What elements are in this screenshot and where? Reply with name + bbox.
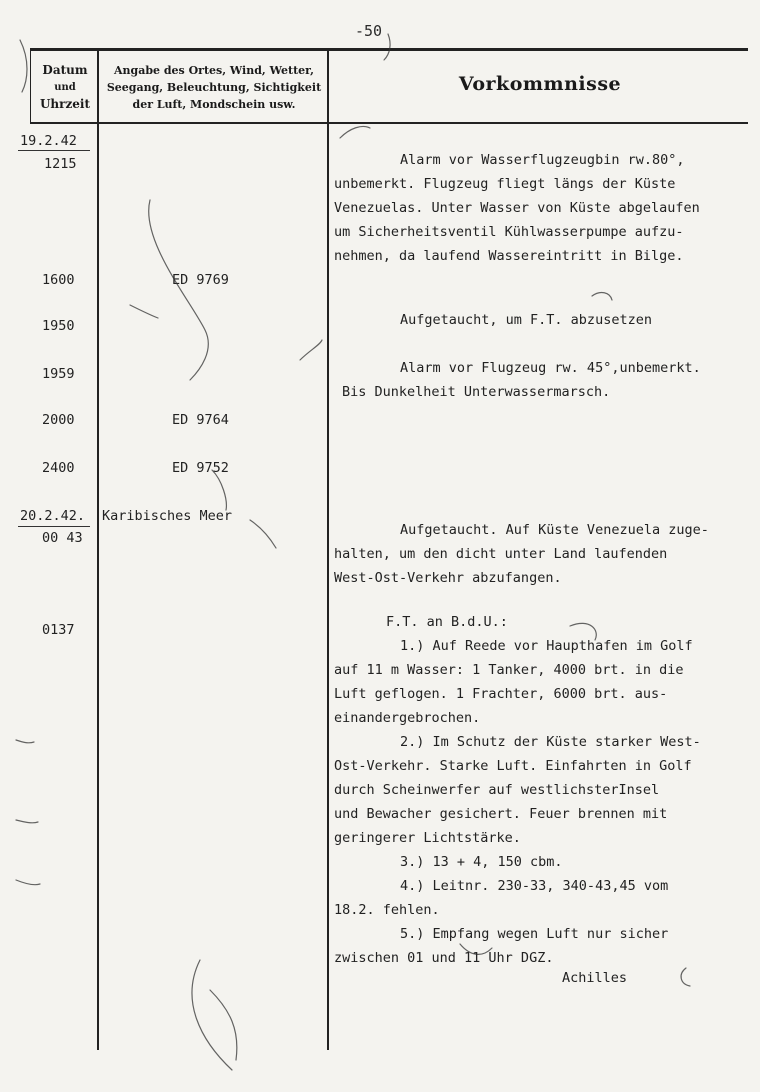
header-datum-line: Uhrzeit [39,97,91,111]
header-angabe-line: Seegang, Beleuchtung, Sichtigkeit [106,81,322,94]
time-entry: 20.2.42. [20,508,86,524]
location-entry: ED 9764 [172,412,229,428]
entry-line: Aufgetaucht, um F.T. abzusetzen [400,312,652,328]
location-entry: ED 9769 [172,272,229,288]
entry-line: um Sicherheitsventil Kühlwasserpumpe aufzu- [334,224,684,240]
location-entry: Karibisches Meer [102,508,233,524]
time-entry: 2000 [42,412,75,428]
time-entry: 00 43 [42,530,83,546]
entry-line: Bis Dunkelheit Unterwassermarsch. [342,384,611,400]
entry-line: geringerer Lichtstärke. [334,830,521,846]
entry-line: 5.) Empfang wegen Luft nur sicher [400,926,669,942]
time-entry: 0137 [42,622,75,638]
entry-line: Alarm vor Wasserflugzeugbin rw.80°, [400,152,685,168]
time-entry: 1959 [42,366,75,382]
entry-line: nehmen, da laufend Wassereintritt in Bilge. [334,248,684,264]
time-entry: 2400 [42,460,75,476]
time-entry: 1950 [42,318,75,334]
entry-line: halten, um den dicht unter Land laufenden [334,546,668,562]
entry-line: Ost-Verkehr. Starke Luft. Einfahrten in Golf [334,758,692,774]
location-entry: ED 9752 [172,460,229,476]
entry-line: Luft geflogen. 1 Frachter, 6000 brt. aus- [334,686,668,702]
entry-line: auf 11 m Wasser: 1 Tanker, 4000 brt. in die [334,662,684,678]
header-angabe-line: Angabe des Ortes, Wind, Wetter, [113,64,315,77]
header-datum-line: Datum [42,63,88,77]
entry-line: Aufgetaucht. Auf Küste Venezuela zuge- [400,522,709,538]
entry-line: und Bewacher gesichert. Feuer brennen mit [334,806,668,822]
entry-line: durch Scheinwerfer auf westlichsterInsel [334,782,660,798]
entry-line: einandergebrochen. [334,710,481,726]
header-datum-line: und [54,82,76,93]
header-angabe-line: der Luft, Mondschein usw. [132,98,296,111]
entry-line: 2.) Im Schutz der Küste starker West- [400,734,701,750]
entry-line: 4.) Leitnr. 230-33, 340-43,45 vom [400,878,669,894]
entry-line: West-Ost-Verkehr abzufangen. [334,570,562,586]
entry-line: 3.) 13 + 4, 150 cbm. [400,854,563,870]
entry-line: Venezuelas. Unter Wasser von Küste abgelaufen [334,200,700,216]
entry-line: 1.) Auf Reede vor Haupthafen im Golf [400,638,693,654]
time-entry: 1600 [42,272,75,288]
time-entry: 19.2.42 [20,133,77,149]
entry-line: 18.2. fehlen. [334,902,440,918]
entry-line: Alarm vor Flugzeug rw. 45°,unbemerkt. [400,360,701,376]
header-vorkommnisse: Vorkommnisse [458,73,622,95]
page-number: -50 [355,22,383,40]
signature-text: Achilles [562,970,628,986]
entry-line: zwischen 01 und 11 Uhr DGZ. [334,950,554,966]
entry-line: unbemerkt. Flugzeug fliegt längs der Küste [334,176,676,192]
entry-line: F.T. an B.d.U.: [386,614,508,630]
time-entry: 1215 [44,156,77,172]
